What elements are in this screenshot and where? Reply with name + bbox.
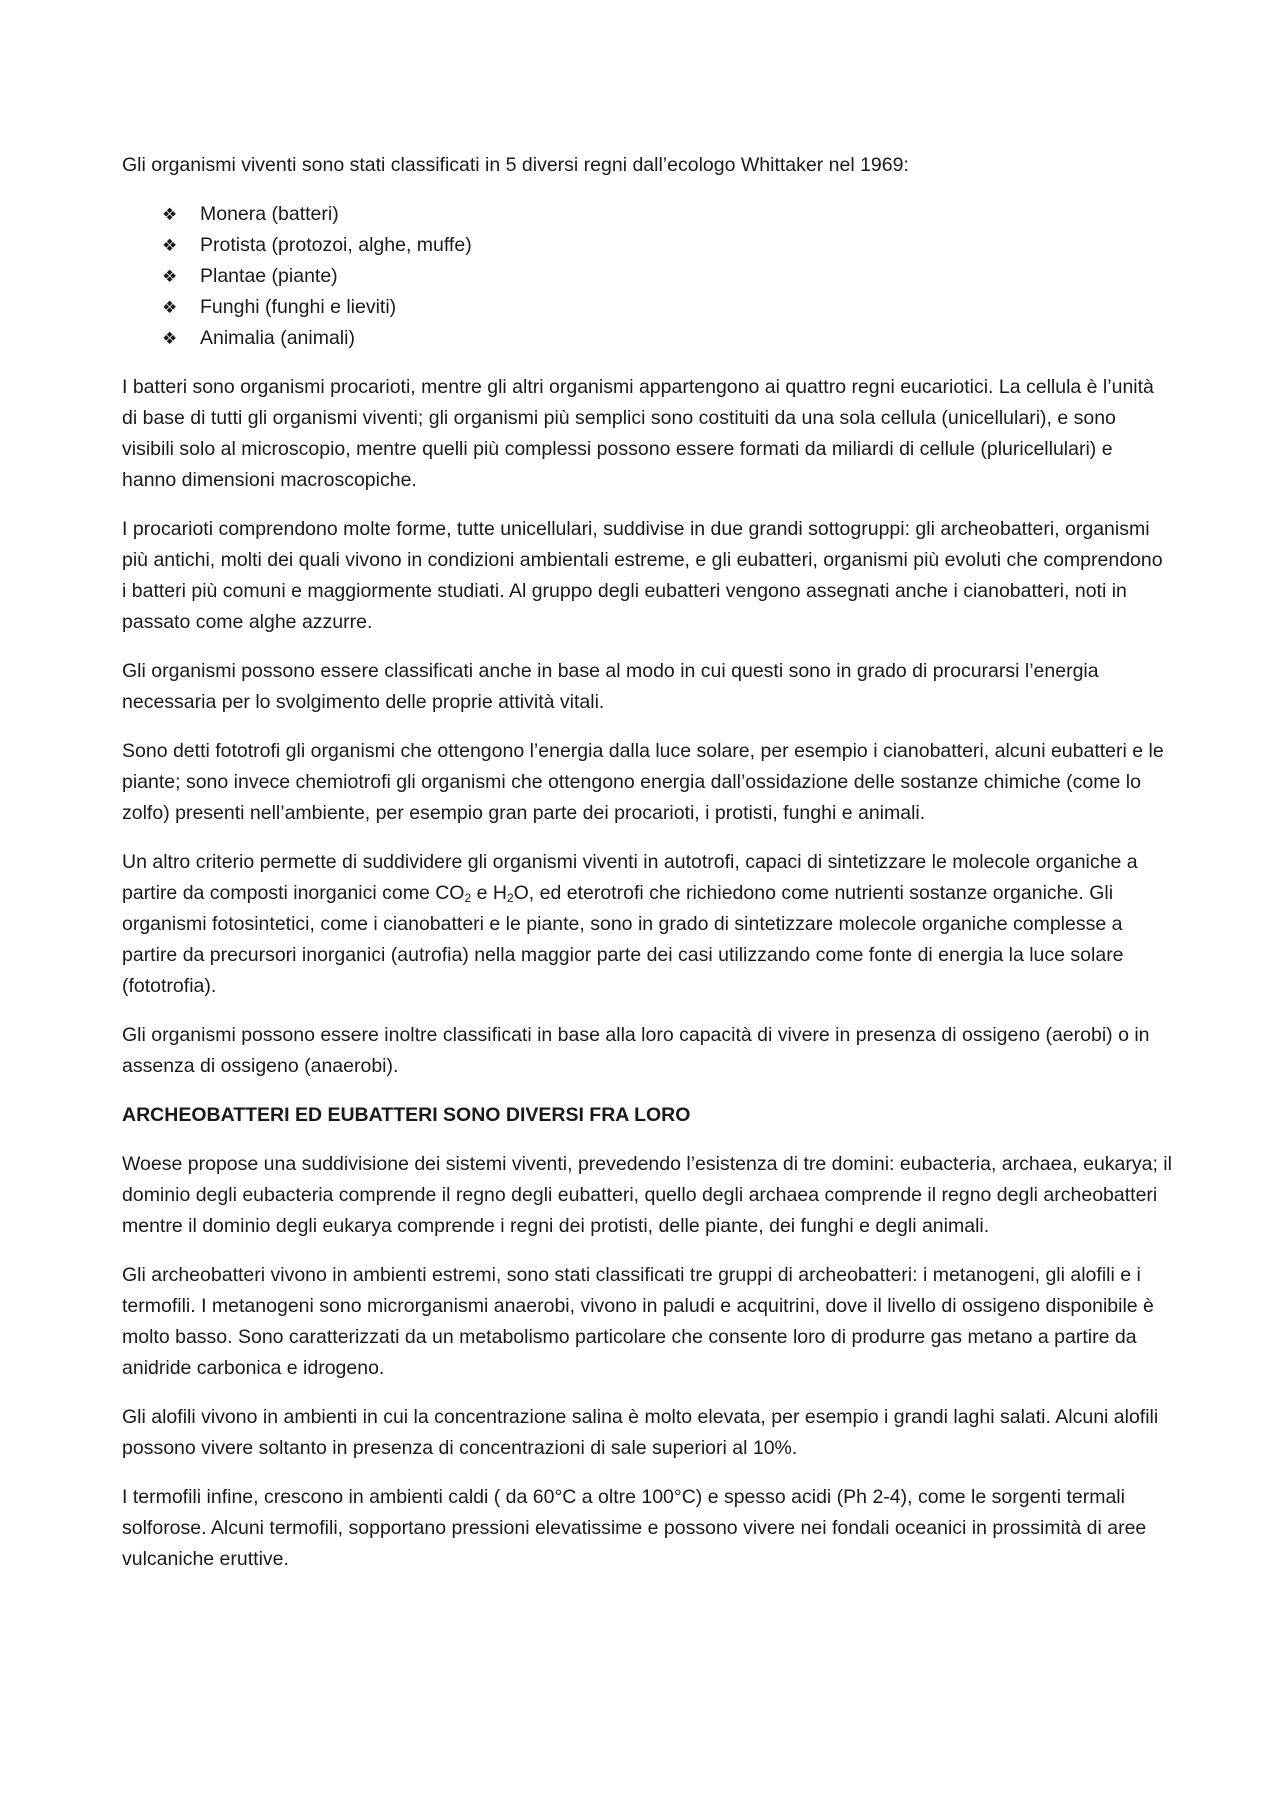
- subscript-2: 2: [506, 891, 514, 905]
- diamond-bullet-icon: ❖: [162, 205, 178, 224]
- list-item: [122, 292, 1172, 323]
- paragraph-autotrofi: [122, 847, 1172, 1002]
- list-item-label: Plantae (piante): [200, 265, 338, 287]
- paragraph-termofili: I termofili infine, crescono in ambienti caldi ( da 60°C a oltre 100°C) e spesso acidi (Ph 2-4), come le sorgenti termali solforose. Alcuni termofili, sopportano pressioni elevatissime e possono vivere nei fondali oceanici in prossimità di aree vulcaniche eruttive.: [122, 1486, 1147, 1570]
- list-item: [122, 261, 1172, 292]
- list-item: [122, 199, 1172, 230]
- intro-paragraph: Gli organismi viventi sono stati classificati in 5 diversi regni dall’ecologo Whittaker nel 1969:: [122, 154, 909, 176]
- diamond-bullet-icon: ❖: [162, 267, 178, 286]
- document-page: [122, 150, 1172, 1593]
- list-item-label: Monera (batteri): [200, 203, 339, 225]
- paragraph-batteri: I batteri sono organismi procarioti, mentre gli altri organismi appartengono ai quattro regni eucariotici. La cellula è l’unità di base di tutti gli organismi viventi; gli organismi più semplici sono costituiti da una sola cellula (unicellulari), e sono visibili solo al microscopio, mentre quelli più complessi possono essere formati da miliardi di cellule (pluricellulari) e hanno dimensioni macroscopiche.: [122, 376, 1154, 491]
- paragraph-fototrofi: Sono detti fototrofi gli organismi che ottengono l’energia dalla luce solare, per esempio i cianobatteri, alcuni eubatteri e le piante; sono invece chemiotrofi gli organismi che ottengono energia dall’ossidazione delle sostanze chimiche (come lo zolfo) presenti nell’ambiente, per esempio gran parte dei procarioti, i protisti, funghi e animali.: [122, 740, 1164, 824]
- autotrofi-text-3: O, ed eterotrofi che richiedono come nutrienti sostanze organiche. Gli organismi fotosintetici, come i cianobatteri e le piante, sono in grado di sintetizzare molecole organiche complesse a partire da precursori inorganici (autrofia) nella maggior parte dei casi utilizzando come fonte di energia la luce solare (fototrofia).: [122, 882, 1124, 997]
- list-item-label: Funghi (funghi e lieviti): [200, 296, 397, 318]
- paragraph-archeobatteri: Gli archeobatteri vivono in ambienti estremi, sono stati classificati tre gruppi di archeobatteri: i metanogeni, gli alofili e i termofili. I metanogeni sono microrganismi anaerobi, vivono in paludi e acquitrini, dove il livello di ossigeno disponibile è molto basso. Sono caratterizzati da un metabolismo particolare che consente loro di produrre gas metano a partire da anidride carbonica e idrogeno.: [122, 1264, 1154, 1379]
- paragraph-woese: Woese propose una suddivisione dei sistemi viventi, prevedendo l’esistenza di tre domini: eubacteria, archaea, eukarya; il dominio degli eubacteria comprende il regno degli eubatteri, quello degli archaea comprende il regno degli archeobatteri mentre il dominio degli eukarya comprende i regni dei protisti, delle piante, dei funghi e degli animali.: [122, 1153, 1172, 1237]
- paragraph-ossigeno: Gli organismi possono essere inoltre classificati in base alla loro capacità di vivere in presenza di ossigeno (aerobi) o in assenza di ossigeno (anaerobi).: [122, 1024, 1150, 1077]
- list-item-label: Protista (protozoi, alghe, muffe): [200, 234, 472, 256]
- list-item: [122, 323, 1172, 354]
- paragraph-procarioti: I procarioti comprendono molte forme, tutte unicellulari, suddivise in due grandi sottogruppi: gli archeobatteri, organismi più antichi, molti dei quali vivono in condizioni ambientali estreme, e gli eubatteri, organismi più evoluti che comprendono i batteri più comuni e maggiormente studiati. Al gruppo degli eubatteri vengono assegnati anche i cianobatteri, noti in passato come alghe azzurre.: [122, 518, 1163, 633]
- list-item-label: Animalia (animali): [200, 327, 355, 349]
- diamond-bullet-icon: ❖: [162, 298, 178, 317]
- kingdoms-list: [122, 199, 1172, 354]
- autotrofi-text-1: Un altro criterio permette di suddividere gli organismi viventi in autotrofi, capaci di sintetizzare le molecole organiche a partire da composti inorganici come CO: [122, 851, 1138, 904]
- diamond-bullet-icon: ❖: [162, 329, 178, 348]
- list-item: [122, 230, 1172, 261]
- section-heading: ARCHEOBATTERI ED EUBATTERI SONO DIVERSI FRA LORO: [122, 1104, 691, 1126]
- subscript-2: 2: [464, 891, 472, 905]
- diamond-bullet-icon: ❖: [162, 236, 178, 255]
- paragraph-alofili: Gli alofili vivono in ambienti in cui la concentrazione salina è molto elevata, per esempio i grandi laghi salati. Alcuni alofili possono vivere soltanto in presenza di concentrazioni di sale superiori al 10%.: [122, 1406, 1159, 1459]
- autotrofi-text-2: e H: [471, 882, 507, 904]
- paragraph-energia: Gli organismi possono essere classificati anche in base al modo in cui questi sono in grado di procurarsi l’energia necessaria per lo svolgimento delle proprie attività vitali.: [122, 660, 1099, 713]
